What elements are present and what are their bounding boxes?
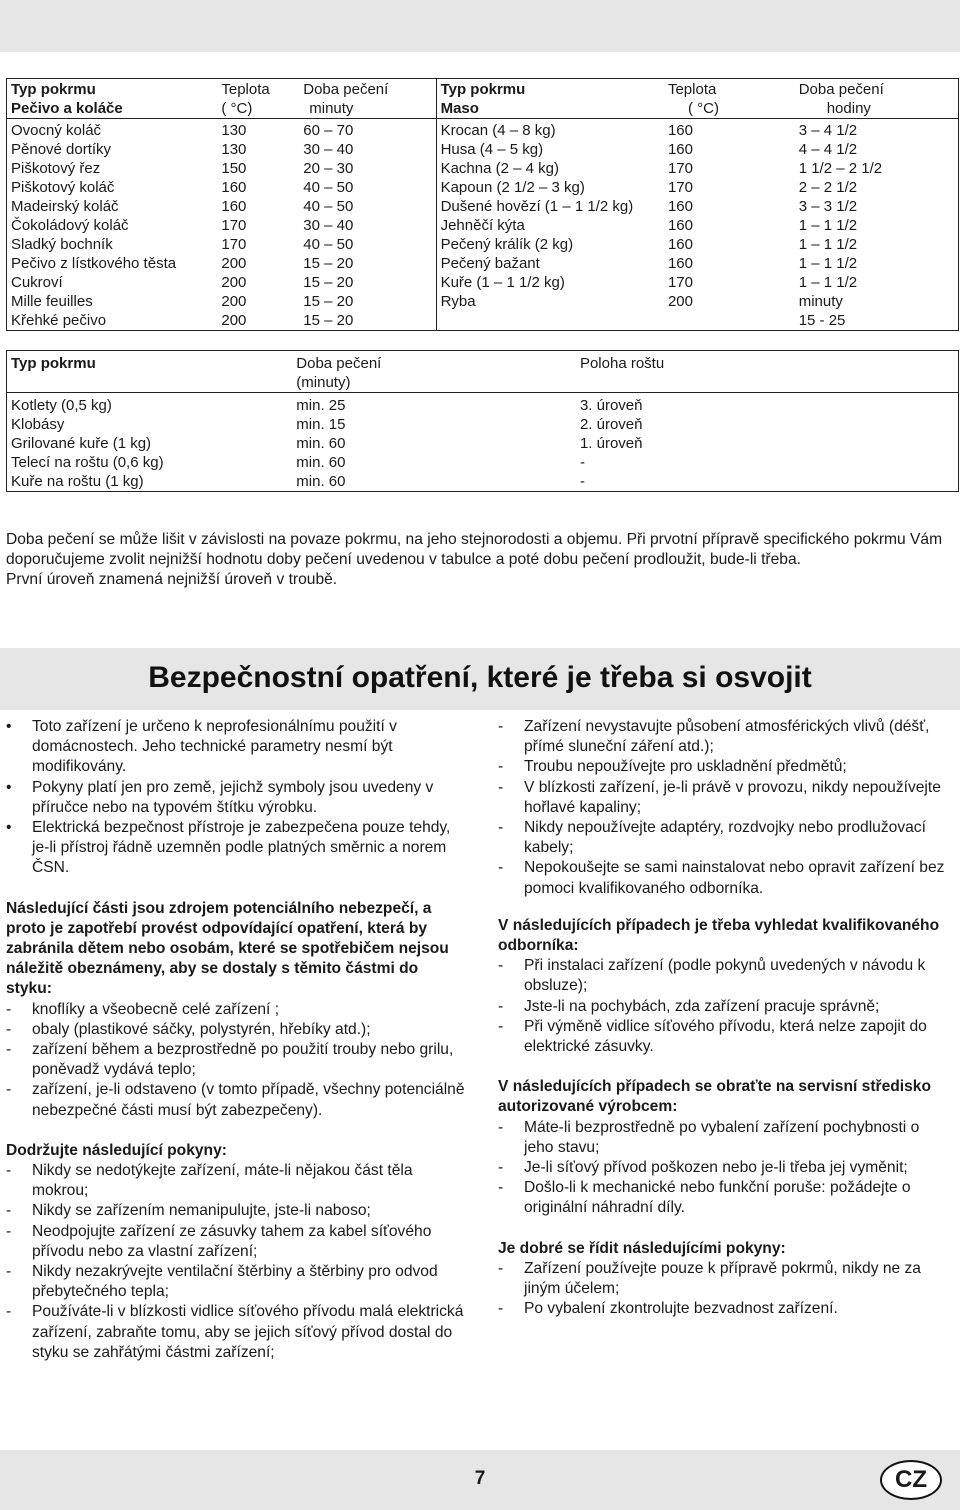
list-item-text: Zařízení používejte pouze k přípravě pokrmů, nikdy ne za jiným účelem; <box>524 1259 921 1298</box>
table-cell: Sladký bochník <box>11 236 113 253</box>
table-cell: 160 <box>667 122 693 139</box>
table-cell: 130 <box>221 122 247 139</box>
top-band <box>0 0 960 52</box>
list-item-text: Nikdy nepoužívejte adaptéry, rozdvojky nebo prodlužovací kabely; <box>524 819 926 857</box>
dash-marker: - <box>498 1300 504 1318</box>
col-subheader: hodiny <box>795 99 959 119</box>
list-item <box>6 1040 466 1080</box>
table-cell: 15 – 20 <box>303 312 354 329</box>
table-cell: 200 <box>221 312 247 329</box>
table-cell: Ovocný koláč <box>11 122 102 139</box>
table-cell: 15 – 20 <box>303 255 354 272</box>
page-number: 7 <box>474 1468 486 1489</box>
col-subheader: ( °C) <box>664 99 795 119</box>
table-cell: Piškotový koláč <box>11 179 115 196</box>
table-cell: Mille feuilles <box>11 293 93 310</box>
table-cell: Pěnové dortíky <box>11 141 112 158</box>
table-cell <box>664 311 795 331</box>
table-row <box>7 472 959 492</box>
col-header: Doba pečení <box>299 79 436 100</box>
dash-marker: - <box>6 1081 12 1099</box>
list-item-text: Máte-li bezprostředně po vybalení zařízení pochybnosti o jeho stavu; <box>524 1118 920 1156</box>
table-row <box>7 216 959 235</box>
table-cell: min. 60 <box>296 473 346 490</box>
language-badge: CZ <box>880 1460 942 1500</box>
table-cell: Kapoun (2 1/2 – 3 kg) <box>436 178 664 197</box>
good-heading: Je dobré se řídit následujícími pokyny: <box>498 1239 786 1257</box>
table-cell: 3 – 4 1/2 <box>798 122 858 139</box>
list-item-text: Troubu nepoužívejte pro uskladnění předmětů; <box>524 758 847 776</box>
table-cell: 40 – 50 <box>303 198 354 215</box>
note-paragraph: První úroveň znamená nejnižší úroveň v troubě. <box>6 571 338 588</box>
follow-heading: Dodržujte následující pokyny: <box>6 1141 227 1159</box>
bullet-marker: • <box>6 718 12 735</box>
bullet-marker: • <box>6 819 12 837</box>
list-item <box>6 1000 466 1020</box>
table-row <box>7 434 959 453</box>
bullet-list <box>6 717 466 879</box>
dash-marker: - <box>498 957 504 975</box>
section-title: Bezpečnostní opatření, které je třeba si osvojit <box>148 661 812 694</box>
col-header: Typ pokrmu <box>11 355 96 372</box>
list-item-text: Došlo-li k mechanické nebo funkční poruše: požádejte o originální náhradní díly. <box>524 1179 911 1217</box>
table-cell: Pečivo z lístkového těsta <box>11 255 177 272</box>
col-header: Doba pečení <box>795 79 959 100</box>
list-item <box>498 717 946 757</box>
table-cell: 3. úroveň <box>579 397 643 414</box>
table-header-row <box>7 351 959 374</box>
dash-marker: - <box>498 819 504 837</box>
table-cell: 160 <box>667 198 693 215</box>
table-cell: 1. úroveň <box>579 435 643 452</box>
col-header: Typ pokrmu <box>7 79 218 100</box>
table-cell: Kachna (2 – 4 kg) <box>436 159 664 178</box>
table-cell: Grilované kuře (1 kg) <box>11 435 152 452</box>
table-row <box>7 273 959 292</box>
list-item-text: Jste-li na pochybách, zda zařízení pracuje správně; <box>524 997 880 1015</box>
dash-marker: - <box>498 859 504 877</box>
table-cell: Dušené hovězí (1 – 1 1/2 kg) <box>436 197 664 216</box>
table-cell: 170 <box>667 160 693 177</box>
list-item-text: Pokyny platí jen pro země, jejichž symboly jsou uvedeny v příručce nebo na typovém štítku výrobku. <box>32 778 434 816</box>
dash-marker: - <box>6 1303 12 1321</box>
list-item <box>6 1161 466 1201</box>
table-cell: min. 60 <box>296 435 346 452</box>
table-cell: minuty <box>798 293 843 310</box>
list-item <box>6 1080 466 1120</box>
table-cell: 1 – 1 1/2 <box>798 274 858 291</box>
dash-marker: - <box>498 778 504 796</box>
dash-marker: - <box>6 1020 12 1038</box>
baking-table <box>6 78 959 331</box>
list-item-text: V blízkosti zařízení, je-li právě v provozu, nikdy nepoužívejte hořlavé kapaliny; <box>524 778 941 816</box>
list-item-text: Zařízení nevystavujte působení atmosférických vlivů (déšť, přímé sluneční záření atd.); <box>524 718 930 756</box>
table-row <box>7 235 959 254</box>
list-item-text: knoflíky a všeobecně celé zařízení ; <box>32 1000 280 1018</box>
bullet-marker: • <box>6 778 12 796</box>
table-cell: 15 – 20 <box>303 274 354 291</box>
table-cell: 15 – 20 <box>303 293 354 310</box>
list-item-text: Používáte-li v blízkosti vidlice síťového přívodu malá elektrická zařízení, zabraňte tomu, aby se jejich síťový přívod dostal do styku se zahřátými částmi zařízení; <box>32 1303 464 1361</box>
list-item-text: Nikdy se zařízením nemanipulujte, jste-li naboso; <box>32 1202 371 1220</box>
table-cell: min. 15 <box>296 416 346 433</box>
list-item <box>498 1259 946 1299</box>
table-cell: Pečený králík (2 kg) <box>436 235 664 254</box>
qualified-list <box>498 956 946 1057</box>
warning-list <box>498 717 946 899</box>
table-cell: - <box>579 473 585 490</box>
dash-marker: - <box>6 1162 12 1180</box>
col-subheader: ( °C) <box>217 99 299 119</box>
list-item <box>6 1262 466 1302</box>
col-subheader: minuty <box>299 99 436 119</box>
left-column <box>6 717 466 1363</box>
list-item-text: Je-li síťový přívod poškozen nebo je-li třeba jej vyměnit; <box>524 1159 908 1177</box>
col-header: Poloha roštu <box>579 355 665 372</box>
list-item <box>498 757 946 777</box>
table-row <box>7 159 959 178</box>
list-item-text: Toto zařízení je určeno k neprofesionálnímu použití v domácnostech. Jeho technické parametry nesmí být modifikovány. <box>32 718 397 776</box>
col-subheader: (minuty) <box>292 373 576 393</box>
table-cell: 170 <box>221 236 247 253</box>
table-cell: 160 <box>221 198 247 215</box>
list-item-text: zařízení, je-li odstaveno (v tomto případě, všechny potenciálně nebezpečné části musí být zabezpečeny). <box>32 1081 465 1119</box>
list-item-text: Při instalaci zařízení (podle pokynů uvedených v návodu k obsluze); <box>524 957 926 995</box>
list-item-text: Nikdy nezakrývejte ventilační štěrbiny a štěrbiny pro odvod přebytečného tepla; <box>32 1263 438 1301</box>
table-cell: Kotlety (0,5 kg) <box>11 397 112 414</box>
table-cell: 160 <box>667 236 693 253</box>
list-item-text: Při výměně vidlice síťového přívodu, která nelze zapojit do elektrické zásuvky. <box>524 1017 927 1056</box>
table-cell: 130 <box>221 141 247 158</box>
good-list <box>498 1259 946 1320</box>
table-cell: 150 <box>221 160 247 177</box>
table-cell: 200 <box>221 293 247 310</box>
dash-marker: - <box>498 718 504 735</box>
table-cell: 60 – 70 <box>303 122 354 139</box>
dash-marker: - <box>498 1259 504 1277</box>
list-item <box>6 1020 466 1040</box>
table-cell: Madeirský koláč <box>11 198 119 215</box>
list-item <box>498 1178 946 1218</box>
dash-marker: - <box>498 1159 504 1177</box>
table-cell: 1 1/2 – 2 1/2 <box>798 160 883 177</box>
dash-marker: - <box>498 758 504 776</box>
table-cell: 15 - 25 <box>798 312 846 329</box>
table-cell: 170 <box>221 217 247 234</box>
list-item <box>6 717 466 778</box>
table-cell: Telecí na roštu (0,6 kg) <box>11 454 164 471</box>
table-row <box>7 119 959 141</box>
dash-marker: - <box>6 1000 12 1018</box>
table-cell: 170 <box>667 179 693 196</box>
table-cell: Ryba <box>436 292 664 311</box>
dash-marker: - <box>6 1222 12 1240</box>
table-cell: 160 <box>667 217 693 234</box>
follow-list <box>6 1161 466 1363</box>
table-subheader-row <box>7 373 959 393</box>
table-row <box>7 140 959 159</box>
table-cell: 4 – 4 1/2 <box>798 141 858 158</box>
table-cell: - <box>579 454 585 471</box>
list-item-text: Nepokoušejte se sami nainstalovat nebo opravit zařízení bez pomoci kvalifikovaného odborníka. <box>524 859 945 897</box>
baking-note <box>6 530 951 590</box>
dash-marker: - <box>498 997 504 1015</box>
col-subheader: Maso <box>436 99 664 119</box>
list-item <box>6 1222 466 1262</box>
table-cell: Piškotový řez <box>11 160 101 177</box>
table-cell: 160 <box>667 255 693 272</box>
dash-marker: - <box>6 1041 12 1059</box>
table-cell: 1 – 1 1/2 <box>798 217 858 234</box>
table-cell: 3 – 3 1/2 <box>798 198 858 215</box>
table-cell <box>436 311 664 331</box>
table-subheader-row <box>7 99 959 119</box>
list-item <box>6 818 466 879</box>
table-cell: 1 – 1 1/2 <box>798 255 858 272</box>
list-item <box>498 858 946 898</box>
list-item <box>498 818 946 858</box>
qualified-heading: V následujících případech je třeba vyhledat kvalifikovaného odborníka: <box>498 916 940 955</box>
list-item-text: Neodpojujte zařízení ze zásuvky tahem za kabel síťového přívodu nebo za vlastní zařízení; <box>32 1222 432 1260</box>
dash-marker: - <box>498 1118 504 1136</box>
table-cell: 1 – 1 1/2 <box>798 236 858 253</box>
table-cell: 160 <box>667 141 693 158</box>
table-row <box>7 197 959 216</box>
table-cell: Jehněčí kýta <box>436 216 664 235</box>
table-cell: Kuře na roštu (1 kg) <box>11 473 144 490</box>
table-row <box>7 415 959 434</box>
list-item-text: zařízení během a bezprostředně po použití trouby nebo grilu, poněvadž vydává teplo; <box>32 1041 454 1079</box>
table-cell: Čokoládový koláč <box>11 217 129 234</box>
table-cell: 2. úroveň <box>579 416 643 433</box>
col-header: Teplota <box>664 79 795 100</box>
dash-marker: - <box>498 1017 504 1035</box>
table-cell: Pečený bažant <box>436 254 664 273</box>
table-cell: Křehké pečivo <box>11 312 107 329</box>
list-item-text: obaly (plastikové sáčky, polystyrén, hřebíky atd.); <box>32 1020 371 1038</box>
table-cell: Husa (4 – 5 kg) <box>436 140 664 159</box>
table-cell: 200 <box>667 293 693 310</box>
table-cell: 30 – 40 <box>303 217 354 234</box>
table-cell: 160 <box>221 179 247 196</box>
table-row <box>7 292 959 311</box>
col-header: Doba pečení <box>296 355 382 372</box>
table-cell: Klobásy <box>11 416 65 433</box>
list-item <box>6 778 466 818</box>
list-item <box>6 1201 466 1221</box>
list-item <box>6 1302 466 1363</box>
dash-marker: - <box>498 1179 504 1197</box>
list-item <box>498 956 946 996</box>
hazard-heading: Následující části jsou zdrojem potenciálního nebezpečí, a proto je zapotřebí provést odpovídající opatření, která by zabránila dětem nebo osobám, které se spotřebičem nejsou náležitě obeznámeny, aby se dostaly s těmito částmi do styku: <box>6 899 449 998</box>
table-row <box>7 311 959 331</box>
table-cell: 20 – 30 <box>303 160 354 177</box>
table-cell: 170 <box>667 274 693 291</box>
grill-table <box>6 350 959 492</box>
list-item <box>498 1118 946 1158</box>
list-item <box>498 1299 946 1319</box>
table-cell: Kuře (1 – 1 1/2 kg) <box>436 273 664 292</box>
list-item <box>498 778 946 818</box>
table-row <box>7 453 959 472</box>
table-cell: 30 – 40 <box>303 141 354 158</box>
table-cell: 200 <box>221 274 247 291</box>
table-cell: 200 <box>221 255 247 272</box>
table-cell: min. 25 <box>296 397 346 414</box>
table-row <box>7 178 959 197</box>
table-header-row <box>7 79 959 100</box>
list-item-text: Elektrická bezpečnost přístroje je zabezpečena pouze tehdy, je-li přístroj řádně uzemněn podle platných směrnic a norem ČSN. <box>32 819 451 877</box>
note-paragraph: Doba pečení se může lišit v závislosti na povaze pokrmu, na jeho stejnorodosti a objemu. Při prvotní přípravě specifického pokrmu Vám doporučujeme zvolit nejnižší hodnotu doby pečení uvedenou v tabulce a poté dobu pečení prodloužit, bude-li třeba. <box>6 531 943 568</box>
hazard-list <box>6 1000 466 1121</box>
list-item-text: Nikdy se nedotýkejte zařízení, máte-li nějakou část těla mokrou; <box>32 1162 413 1200</box>
service-list <box>498 1118 946 1219</box>
table-cell: 40 – 50 <box>303 179 354 196</box>
list-item <box>498 997 946 1017</box>
service-heading: V následujících případech se obraťte na servisní středisko autorizované výrobcem: <box>498 1078 931 1116</box>
col-header: Typ pokrmu <box>436 79 664 100</box>
table-row <box>7 254 959 273</box>
table-cell: min. 60 <box>296 454 346 471</box>
list-item <box>498 1158 946 1178</box>
col-subheader: Pečivo a koláče <box>7 99 218 119</box>
list-item-text: Po vybalení zkontrolujte bezvadnost zařízení. <box>524 1300 838 1318</box>
dash-marker: - <box>6 1202 12 1220</box>
table-row <box>7 393 959 416</box>
list-item <box>498 1017 946 1057</box>
col-header: Teplota <box>217 79 299 100</box>
right-column <box>498 717 946 1319</box>
table-cell: Krocan (4 – 8 kg) <box>436 119 664 141</box>
table-cell: 40 – 50 <box>303 236 354 253</box>
dash-marker: - <box>6 1263 12 1281</box>
table-cell: Cukroví <box>11 274 63 291</box>
table-cell: 2 – 2 1/2 <box>798 179 858 196</box>
